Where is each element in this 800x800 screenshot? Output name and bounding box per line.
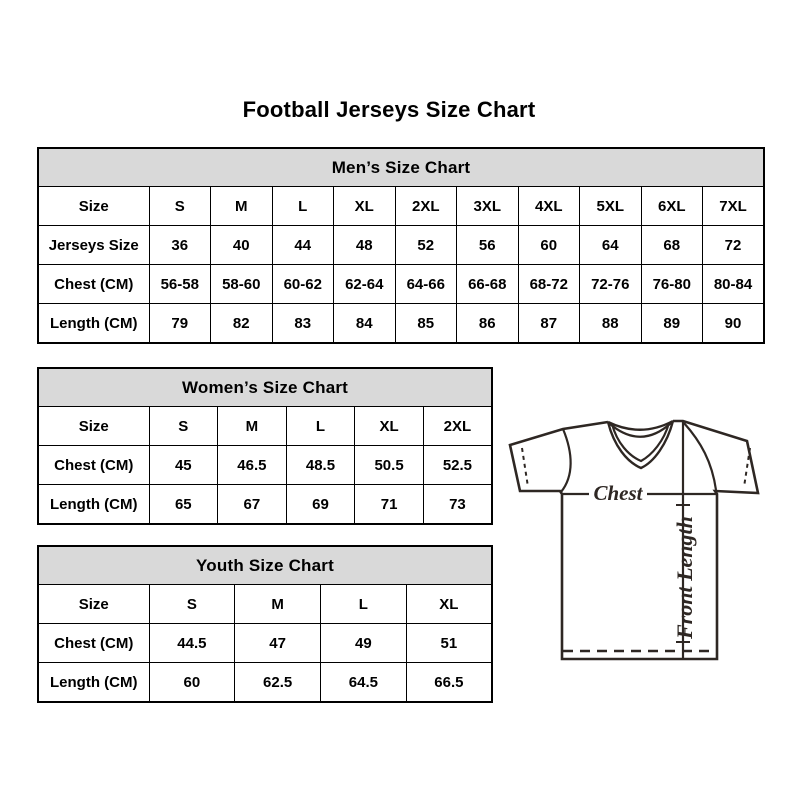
value-cell: 66-68 [457,265,519,304]
value-cell: 60 [149,663,235,703]
column-header: L [286,407,355,446]
value-cell: 67 [218,485,287,525]
column-header: XL [406,585,492,624]
value-cell: 47 [235,624,321,663]
value-cell: 60 [518,226,580,265]
value-cell: 62-64 [334,265,396,304]
row-header: Length (CM) [38,304,149,344]
table-title-row [38,368,492,407]
value-cell: 56-58 [149,265,211,304]
corner-header: Size [38,585,149,624]
column-header: XL [334,187,396,226]
row-header: Chest (CM) [38,265,149,304]
row-header: Chest (CM) [38,624,149,663]
column-header: L [272,187,334,226]
value-cell: 51 [406,624,492,663]
value-cell: 84 [334,304,396,344]
value-cell: 85 [395,304,457,344]
column-header: 7XL [703,187,765,226]
value-cell: 56 [457,226,519,265]
column-header: 3XL [457,187,519,226]
column-header: 4XL [518,187,580,226]
column-header: 6XL [641,187,703,226]
value-cell: 44 [272,226,334,265]
value-cell: 52.5 [423,446,492,485]
column-header: L [321,585,407,624]
table-row [38,485,492,525]
value-cell: 45 [149,446,218,485]
table-row [38,446,492,485]
left-sleeve-dashed-line [522,448,528,487]
value-cell: 90 [703,304,765,344]
youth-table-title: Youth Size Chart [38,546,492,585]
column-header: 2XL [395,187,457,226]
value-cell: 46.5 [218,446,287,485]
table-row [38,585,492,624]
value-cell: 79 [149,304,211,344]
value-cell: 83 [272,304,334,344]
value-cell: 86 [457,304,519,344]
column-header: S [149,187,211,226]
table-row [38,663,492,703]
value-cell: 80-84 [703,265,765,304]
value-cell: 49 [321,624,407,663]
value-cell: 58-60 [211,265,273,304]
jersey-measurement-diagram [505,398,777,692]
chest-label: Chest [593,481,643,505]
value-cell: 82 [211,304,273,344]
column-header: M [218,407,287,446]
value-cell: 36 [149,226,211,265]
value-cell: 87 [518,304,580,344]
table-row [38,265,764,304]
value-cell: 60-62 [272,265,334,304]
value-cell: 72 [703,226,765,265]
table-row [38,304,764,344]
value-cell: 44.5 [149,624,235,663]
womens-size-table [37,367,493,525]
value-cell: 52 [395,226,457,265]
column-header: XL [355,407,424,446]
mens-size-table [37,147,765,344]
value-cell: 65 [149,485,218,525]
column-header: 5XL [580,187,642,226]
column-header: M [235,585,321,624]
value-cell: 64-66 [395,265,457,304]
column-header: 2XL [423,407,492,446]
table-title-row [38,546,492,585]
column-header: S [149,585,235,624]
table-row [38,407,492,446]
value-cell: 48 [334,226,396,265]
value-cell: 69 [286,485,355,525]
value-cell: 64.5 [321,663,407,703]
corner-header: Size [38,407,149,446]
value-cell: 72-76 [580,265,642,304]
value-cell: 40 [211,226,273,265]
table-row [38,187,764,226]
value-cell: 68-72 [518,265,580,304]
corner-header: Size [38,187,149,226]
front-length-label: Front Length [672,516,697,639]
table-row [38,226,764,265]
value-cell: 89 [641,304,703,344]
table-row [38,624,492,663]
row-header: Chest (CM) [38,446,149,485]
value-cell: 68 [641,226,703,265]
row-header: Length (CM) [38,663,149,703]
column-header: M [211,187,273,226]
value-cell: 73 [423,485,492,525]
youth-size-table [37,545,493,703]
page-title: Football Jerseys Size Chart [242,97,536,122]
table-title-row [38,148,764,187]
value-cell: 64 [580,226,642,265]
value-cell: 50.5 [355,446,424,485]
value-cell: 48.5 [286,446,355,485]
value-cell: 66.5 [406,663,492,703]
row-header: Jerseys Size [38,226,149,265]
row-header: Length (CM) [38,485,149,525]
left-armhole-seam [561,429,571,492]
column-header: S [149,407,218,446]
womens-table-title: Women’s Size Chart [38,368,492,407]
value-cell: 88 [580,304,642,344]
mens-table-title: Men’s Size Chart [38,148,764,187]
value-cell: 71 [355,485,424,525]
value-cell: 76-80 [641,265,703,304]
value-cell: 62.5 [235,663,321,703]
right-armhole-seam [684,423,716,490]
